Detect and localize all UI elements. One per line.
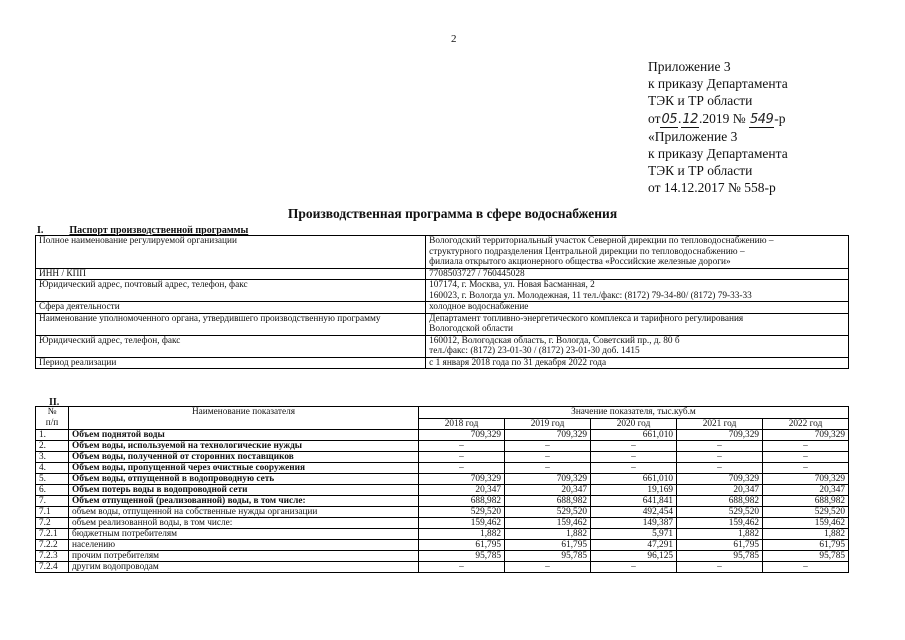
row-indicator-name: объем реализованной воды, в том числе: [69,518,419,529]
row-value: – [505,441,591,452]
passport-value-line: с 1 января 2018 года по 31 декабря 2022 года [429,357,607,368]
row-value: 529,520 [763,507,849,518]
row-indicator-name: населению [69,540,419,551]
row-value: – [677,441,763,452]
row-value: – [419,562,505,573]
section2-heading: II. [49,397,60,408]
appendix-line: ТЭК и ТР области [648,163,753,179]
header-indicator-name: Наименование показателя [69,407,419,430]
passport-label: Сфера деятельности [36,302,426,314]
row-value: 709,329 [763,474,849,485]
row-value: 709,329 [505,430,591,441]
passport-label: Юридический адрес, телефон, факс [36,335,426,357]
row-value: 661,010 [591,430,677,441]
passport-value [426,313,849,335]
row-code: 2. [36,441,69,452]
row-value: 95,785 [677,551,763,562]
row-code: 7.1 [36,507,69,518]
row-indicator-name: объем воды, отпущенной на собственные нужды организации [69,507,419,518]
row-indicator-name: Объем потерь воды в водопроводной сети [69,485,419,496]
row-code: 6. [36,485,69,496]
row-value: 529,520 [419,507,505,518]
section1-number: I. [37,225,44,236]
row-value: 1,882 [763,529,849,540]
row-code: 7.2.1 [36,529,69,540]
date-sep: . [678,110,682,126]
row-value: 688,982 [419,496,505,507]
passport-label: ИНН / КПП [36,268,426,280]
handwritten-day: 05 [661,111,678,127]
table-row [36,441,849,452]
appendix-line: к приказу Департамента [648,146,788,162]
row-value: 1,882 [505,529,591,540]
row-value: 159,462 [677,518,763,529]
passport-value-line: холодное водоснабжение [429,302,529,312]
row-value: 20,347 [505,485,591,496]
header-year: 2020 год [591,418,677,430]
row-code: 1. [36,430,69,441]
header-no: № [47,407,57,417]
passport-row [36,357,849,369]
row-value: 709,329 [763,430,849,441]
row-code: 3. [36,452,69,463]
passport-row [36,268,849,280]
row-value: – [591,441,677,452]
appendix-line: «Приложение 3 [648,128,738,144]
row-value: – [763,463,849,474]
header-pp: п/п [45,417,59,428]
appendix-header [648,58,788,197]
passport-value [426,280,849,302]
table-row [36,452,849,463]
handwritten-month: 12 [682,111,698,127]
appendix-line: к приказу Департамента [648,76,788,92]
header-number [36,407,69,430]
passport-label: Юридический адрес, почтовый адрес, телефон, факс [36,280,426,302]
row-value: – [419,463,505,474]
row-value: 709,329 [677,430,763,441]
row-value: 709,329 [419,474,505,485]
passport-value [426,236,849,269]
table-row [36,551,849,562]
row-value: 1,882 [419,529,505,540]
row-value: 159,462 [763,518,849,529]
row-value: 492,454 [591,507,677,518]
handwritten-number: 549 [749,111,774,127]
row-value: 688,982 [677,496,763,507]
passport-value-line: Вологодской области [429,324,514,334]
row-value: 1,882 [677,529,763,540]
passport-row [36,302,849,314]
row-value: 159,462 [419,518,505,529]
row-value: 95,785 [505,551,591,562]
date-year-no: .2019 № [698,110,746,126]
row-value: 61,795 [419,540,505,551]
row-code: 7.2.4 [36,562,69,573]
row-value: – [591,452,677,463]
appendix-line: от 14.12.2017 № 558-р [648,180,776,196]
row-value: 688,982 [763,496,849,507]
document-title: Производственная программа в сфере водоснабжения [287,206,618,221]
table-row [36,474,849,485]
passport-row [36,313,849,335]
row-value: – [591,463,677,474]
row-code: 7.2 [36,518,69,529]
table-row [36,518,849,529]
row-value: – [591,562,677,573]
passport-value-line: 7708503727 / 760445028 [429,268,525,279]
row-value: 61,795 [677,540,763,551]
row-value: 5,971 [591,529,677,540]
passport-value [426,357,849,369]
row-code: 7.2.2 [36,540,69,551]
header-year: 2019 год [505,418,591,430]
row-value: 529,520 [677,507,763,518]
header-value: Значение показателя, тыс.куб.м [419,407,849,419]
table-row [36,430,849,441]
passport-table [35,235,849,369]
passport-value-line: 107174, г. Москва, ул. Новая Басманная, 2 [429,280,595,290]
row-code: 5. [36,474,69,485]
row-value: – [763,441,849,452]
passport-label: Период реализации [36,357,426,369]
page-number: 2 [451,33,457,45]
row-indicator-name: бюджетным потребителям [69,529,419,540]
row-value: 20,347 [763,485,849,496]
row-indicator-name: прочим потребителям [69,551,419,562]
row-value: 688,982 [505,496,591,507]
row-value: – [419,452,505,463]
row-value: 149,387 [591,518,677,529]
number-suffix: -р [774,110,786,126]
passport-label: Полное наименование регулируемой организации [36,236,426,269]
indicators-table [35,406,849,573]
passport-value-line: Вологодский территориальный участок Северной дирекции по тепловодоснабжению – [429,236,774,246]
row-value: 47,291 [591,540,677,551]
row-indicator-name: Объем воды, пропущенной через очистные сооружения [69,463,419,474]
table-row [36,529,849,540]
row-value: 709,329 [505,474,591,485]
row-value: – [505,452,591,463]
row-code: 7. [36,496,69,507]
passport-value-line: структурного подразделения Центральной дирекции по тепловодоснабжению – [429,246,745,257]
row-value: 159,462 [505,518,591,529]
row-value: 96,125 [591,551,677,562]
row-value: – [677,452,763,463]
row-indicator-name: другим водопроводам [69,562,419,573]
table-row [36,540,849,551]
row-value: – [505,463,591,474]
header-year: 2018 год [419,418,505,430]
row-value: 95,785 [763,551,849,562]
row-value: – [763,452,849,463]
appendix-line: ТЭК и ТР области [648,93,753,109]
row-value: 661,010 [591,474,677,485]
table-row [36,507,849,518]
row-indicator-name: Объем отпущенной (реализованной) воды, в том числе: [69,496,419,507]
row-value: 641,841 [591,496,677,507]
table-row [36,463,849,474]
row-value: – [677,562,763,573]
row-code: 7.2.3 [36,551,69,562]
passport-value [426,335,849,357]
passport-value [426,268,849,280]
row-value: 19,169 [591,485,677,496]
passport-value-line: тел./факс: (8172) 23-01-30 / (8172) 23-01-30 доб. 1415 [429,346,640,356]
row-value: 709,329 [677,474,763,485]
passport-row [36,280,849,302]
passport-value-line: Департамент топливно-энергетического комплекса и тарифного регулирования [429,313,744,324]
header-year: 2022 год [763,418,849,430]
date-prefix: от [648,110,661,126]
row-value: 529,520 [505,507,591,518]
row-value: – [763,562,849,573]
row-indicator-name: Объем воды, отпущенной в водопроводную сеть [69,474,419,485]
appendix-line: Приложение 3 [648,59,731,74]
passport-value-line: 160023, г. Вологда ул. Молодежная, 11 тел./факс: (8172) 79-34-80/ (8172) 79-33-33 [429,290,752,301]
table-row [36,496,849,507]
row-value: 61,795 [505,540,591,551]
passport-row [36,335,849,357]
row-value: 20,347 [419,485,505,496]
passport-row [36,236,849,269]
row-value: – [505,562,591,573]
row-value: 20,347 [677,485,763,496]
table-row [36,485,849,496]
row-value: 95,785 [419,551,505,562]
row-indicator-name: Объем поднятой воды [69,430,419,441]
row-value: – [677,463,763,474]
appendix-date-line [648,110,788,128]
section1-name: Паспорт производственной программы [69,225,249,236]
header-year: 2021 год [677,418,763,430]
row-indicator-name: Объем воды, полученной от сторонних поставщиков [69,452,419,463]
table-row [36,562,849,573]
row-value: – [419,441,505,452]
passport-value [426,302,849,314]
passport-label: Наименование уполномоченного органа, утвердившего производственную программу [36,313,426,335]
row-code: 4. [36,463,69,474]
passport-value-line: 160012, Вологодская область, г. Вологда, Советский пр., д. 80 б [429,335,680,346]
row-indicator-name: Объем воды, используемой на технологические нужды [69,441,419,452]
row-value: 61,795 [763,540,849,551]
row-value: 709,329 [419,430,505,441]
passport-value-line: филиала открытого акционерного общества «Российские железные дороги» [429,257,731,267]
